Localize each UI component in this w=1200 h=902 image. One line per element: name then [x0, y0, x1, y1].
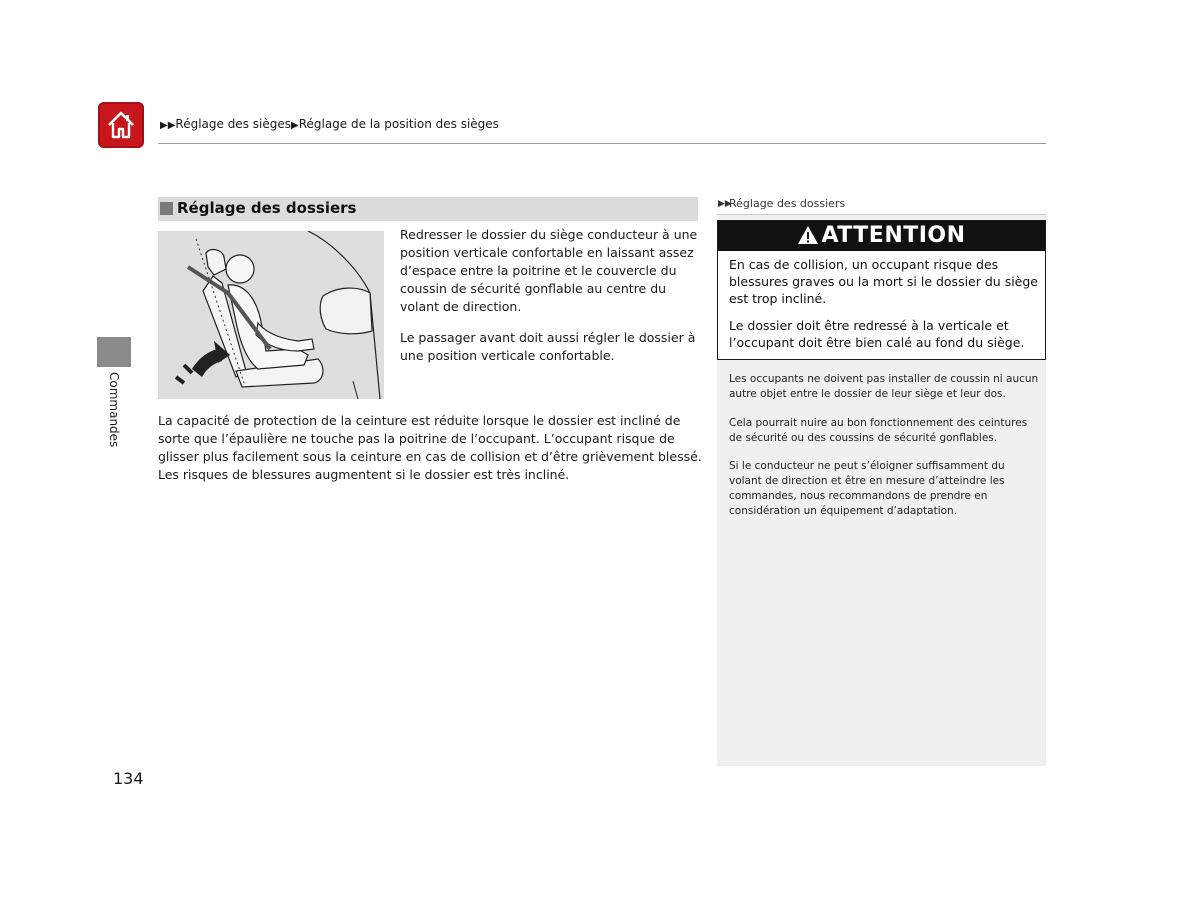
- breadcrumb-item-seats[interactable]: Réglage des sièges: [175, 117, 291, 131]
- attention-title: ATTENTION: [821, 223, 966, 248]
- seat-adjustment-illustration: [158, 231, 384, 399]
- attention-header: [718, 221, 1045, 251]
- chapter-tab-marker[interactable]: [97, 337, 131, 367]
- section-title: Réglage des dossiers: [177, 199, 357, 217]
- side-notes-panel: [717, 196, 1046, 766]
- home-button[interactable]: [98, 102, 144, 148]
- note-paragraph: Les occupants ne doivent pas installer de coussin ni aucun autre objet entre le dossier de leur siège et leur dos.: [729, 373, 1039, 400]
- breadcrumb-arrow-icon: ▶: [290, 120, 299, 131]
- section-header: [158, 197, 698, 221]
- breadcrumb: [160, 117, 499, 131]
- note-paragraph: Cela pourrait nuire au bon fonctionnement des ceintures de sécurité ou des coussins de sécurité gonflables.: [729, 417, 1028, 444]
- reference-arrow-icon: ▶▶: [718, 199, 732, 209]
- page-number: 134: [113, 769, 144, 788]
- instruction-paragraph-passenger: Le passager avant doit aussi régler le dossier à une position verticale confortable.: [400, 330, 696, 363]
- note-paragraph: Si le conducteur ne peut s’éloigner suffisamment du volant de direction et être en mesure d’atteindre les commandes, nous recommandons de prendre en considération un équipement d’adaptation.: [729, 460, 1005, 517]
- section-bullet-icon: [160, 202, 173, 215]
- reference-title[interactable]: Réglage des dossiers: [729, 197, 846, 210]
- breadcrumb-item-position[interactable]: Réglage de la position des sièges: [298, 117, 499, 131]
- chapter-tab-label: Commandes: [107, 372, 121, 448]
- attention-paragraph: Le dossier doit être redressé à la verticale et l’occupant doit être bien calé au fond du siège.: [729, 318, 1025, 350]
- attention-paragraph: En cas de collision, un occupant risque des blessures graves ou la mort si le dossier du siège est trop incliné.: [729, 257, 1038, 306]
- belt-protection-paragraph: La capacité de protection de la ceinture est réduite lorsque le dossier est incliné de sorte que l’épaulière ne touche pas la poitrine de l’occupant. L’occupant risque de glisser plus facilement sous la ceinture en cas de collision et d’être grièvement blessé. Les risques de blessures augmentent si le dossier est très incliné.: [158, 413, 702, 482]
- header-divider: [158, 143, 1046, 144]
- house-icon: [105, 109, 137, 141]
- attention-box: [717, 220, 1046, 360]
- reference-header: [717, 196, 1046, 215]
- instruction-paragraph-driver: Redresser le dossier du siège conducteur à une position verticale confortable en laissant assez d’espace entre la poitrine et le couvercle du coussin de sécurité gonflable au centre du volant de direction.: [400, 227, 698, 314]
- breadcrumb-arrow-icon: ▶▶: [160, 120, 176, 131]
- warning-triangle-icon: [797, 225, 819, 245]
